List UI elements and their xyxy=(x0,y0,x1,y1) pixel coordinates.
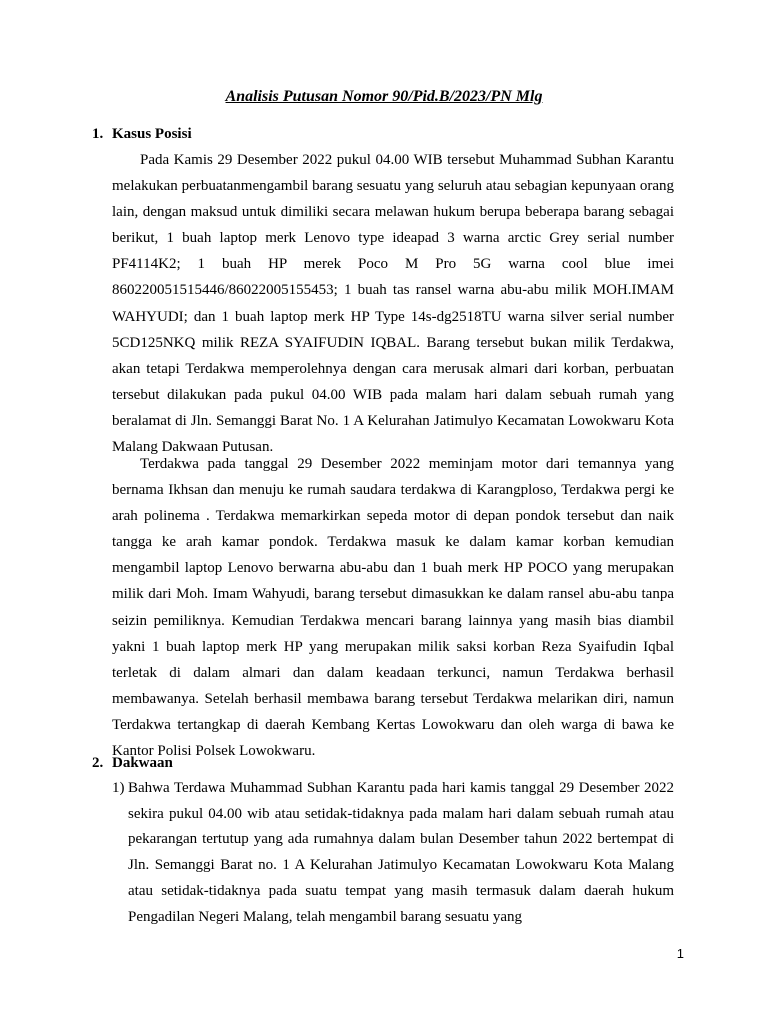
paragraph-kasus-posisi-2: Terdakwa pada tanggal 29 Desember 2022 meminjam motor dari temannya yang bernama Ikhsan dan menuju ke rumah saudara terdakwa di Karangploso, Terdakwa pergi ke arah polinema . Terdakwa memarkirkan sepeda motor di depan pondok tersebut dan naik tangga ke arah kamar pondok. Terdakwa masuk ke dalam kamar korban kemudian mengambil laptop Lenovo berwarna abu-abu dan 1 buah merk HP POCO yang merupakan milik dari Moh. Imam Wahyudi, barang tersebut dimasukkan ke dalam ransel abu-abu tanpa seizin pemiliknya. Kemudian Terdakwa mencari barang lainnya yang masih bias diambil yakni 1 buah laptop merk HP yang merupakan milik saksi korban Reza Syaifudin Iqbal terletak di dalam almari dan dalam keadaan terkunci, namun Terdakwa berhasil membawanya. Setelah berhasil membawa barang tersebut Terdakwa melarikan diri, namun Terdakwa tertangkap di daerah Kembang Kertas Lowokwaru dan oleh warga di bawa ke Kantor Polisi Polsek Lowokwaru. xyxy=(112,456,674,760)
list-item-text: Bahwa Terdawa Muhammad Subhan Karantu pada hari kamis tanggal 29 Desember 2022 sekira pukul 04.00 wib atau setidak-tidaknya pada malam hari dalam sebuah rumah atau pekarangan tertutup yang ada rumahnya dalam bulan Desember tahun 2022 bertempat di Jln. Semanggi Barat no. 1 A Kelurahan Jatimulyo Kecamatan Lowokwaru Kota Malang atau setidak-tidaknya pada suatu tempat yang masih termasuk dalam daerah hukum Pengadilan Negeri Malang, telah mengambil barang sesuatu yang xyxy=(128,780,674,925)
paragraph-kasus-posisi-1: Pada Kamis 29 Desember 2022 pukul 04.00 WIB tersebut Muhammad Subhan Karantu melakukan perbuatanmengambil barang sesuatu yang seluruh atau sebagian kepunyaan orang lain, dengan maksud untuk dimiliki secara melawan hukum berupa beberapa barang sebagai berikut, 1 buah laptop merk Lenovo type ideapad 3 warna arctic Grey serial number PF4114K2; 1 buah HP merek Poco M Pro 5G warna cool blue imei 860220051515446/86022005155453; 1 buah tas ransel warna abu-abu milik MOH.IMAM WAHYUDI; dan 1 buah laptop merk HP Type 14s-dg2518TU warna silver serial number 5CD125NKQ milik REZA SYAIFUDIN IQBAL. Barang tersebut bukan milik Terdakwa, akan tetapi Terdakwa memperolehnya dengan cara merusak almari dari korban, perbuatan tersebut dilakukan pada pukul 04.00 WIB pada malam hari dalam sebuah rumah yang beralamat di Jln. Semanggi Barat No. 1 A Kelurahan Jatimulyo Kecamatan Lowokwaru Kota Malang Dakwaan Putusan. xyxy=(112,152,674,456)
document-title: Analisis Putusan Nomor 90/Pid.B/2023/PN Mlg xyxy=(225,88,543,105)
section-title: Kasus Posisi xyxy=(112,126,192,142)
section-heading-kasus-posisi xyxy=(92,124,192,144)
section-heading-dakwaan xyxy=(92,753,173,773)
section-number: 2. xyxy=(92,755,104,771)
dakwaan-list-item xyxy=(112,776,674,930)
list-marker: 1) xyxy=(112,780,125,796)
section-number: 1. xyxy=(92,126,104,142)
section-title: Dakwaan xyxy=(112,755,173,771)
page-number: 1 xyxy=(676,946,684,961)
